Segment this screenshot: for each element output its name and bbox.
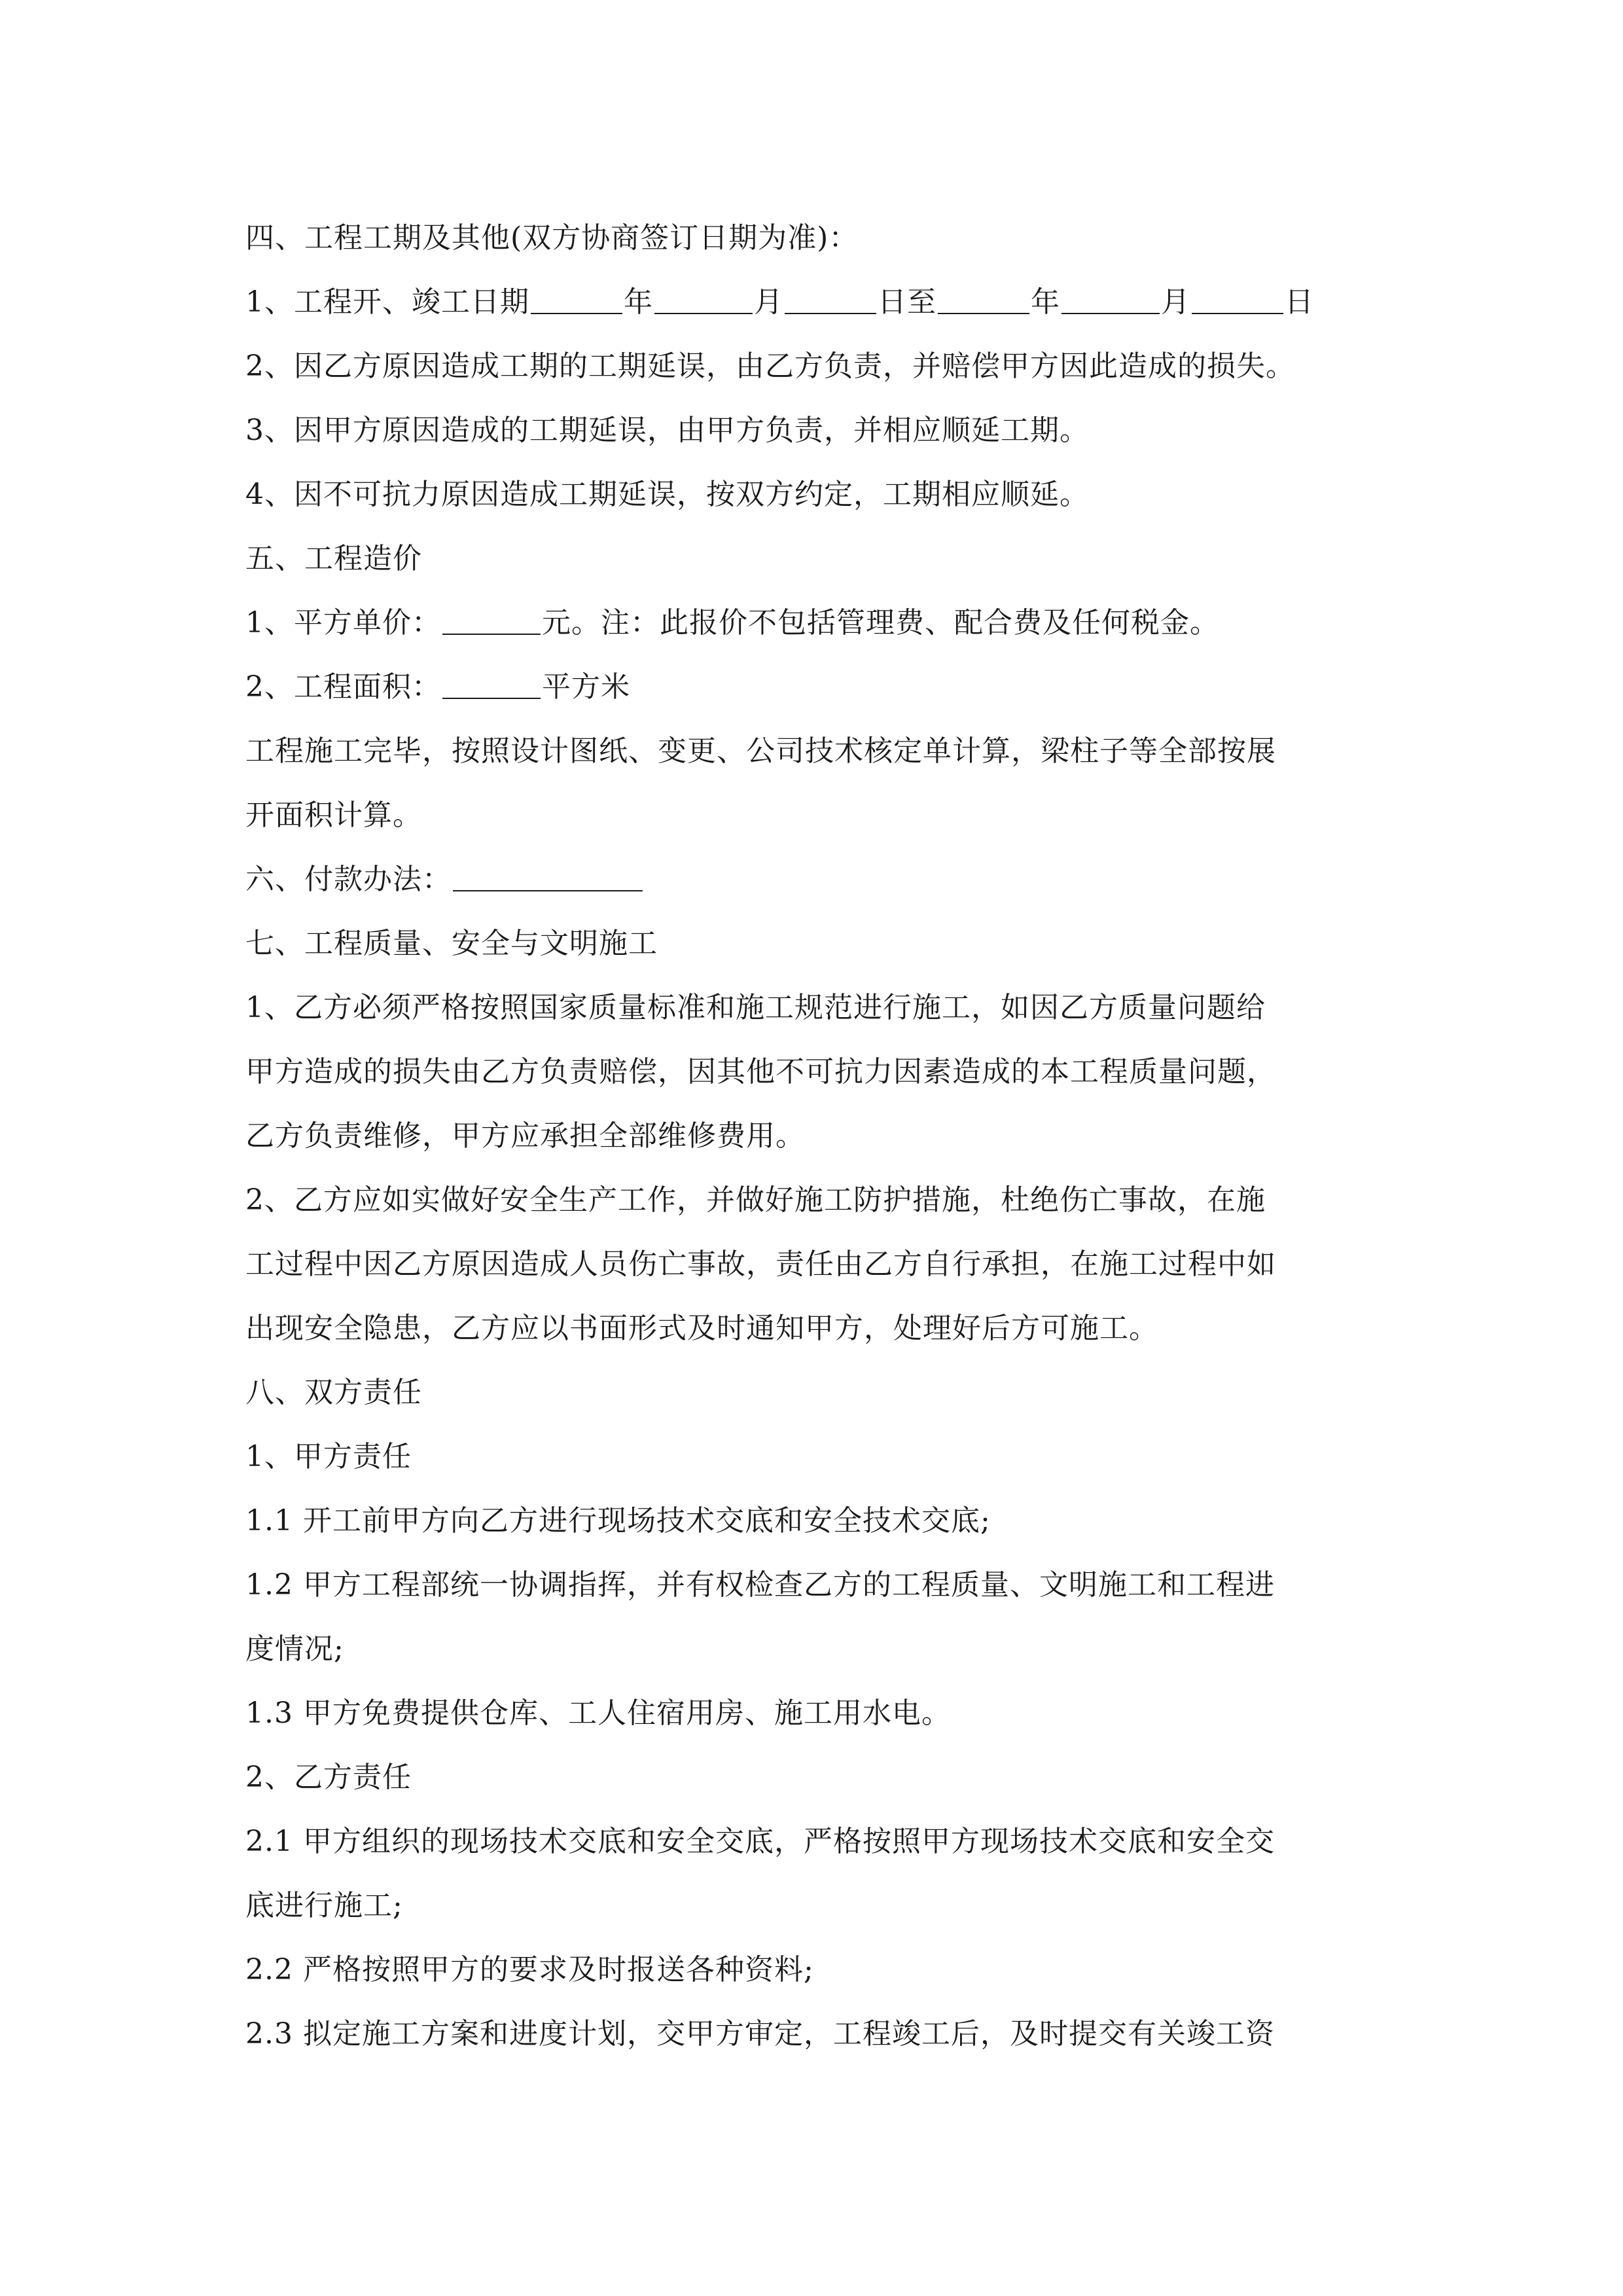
completion-date-label: 1、工程开、竣工日期 [245,285,529,319]
party-a-item1-2-line1: 1.2 甲方工程部统一协调指挥，并有权检查乙方的工程质量、文明施工和工程进 [245,1568,1275,1602]
section7-item1-line2: 甲方造成的损失由乙方负责赔偿，因其他不可抗力因素造成的本工程质量问题， [245,1055,1276,1088]
section4-item2: 2、因乙方原因造成工期的工期延误，由乙方负责，并赔偿甲方因此造成的损失。 [245,350,1295,383]
party-a-item1-1: 1.1 开工前甲方向乙方进行现场技术交底和安全技术交底; [245,1504,991,1537]
section7-item2-line3: 出现安全隐患，乙方应以书面形式及时通知甲方，处理好后方可施工。 [245,1312,1158,1345]
section7-item2-line2: 工过程中因乙方原因造成人员伤亡事故，责任由乙方自行承担，在施工过程中如 [245,1247,1276,1281]
section4-heading: 四、工程工期及其他(双方协商签订日期为准)： [245,221,859,255]
end-day-blank [1192,284,1283,314]
party-b-item2-1-line1: 2.1 甲方组织的现场技术交底和安全交底，严格按照甲方现场技术交底和安全交 [245,1825,1275,1858]
payment-method-label: 六、付款办法： [245,863,452,896]
party-a-item1-2-line2: 度情况; [245,1632,344,1666]
section7-item1-line1: 1、乙方必须严格按照国家质量标准和施工规范进行施工，如因乙方质量问题给 [245,991,1266,1024]
section5-note-line1: 工程施工完毕，按照设计图纸、变更、公司技术核定单计算，梁柱子等全部按展 [245,734,1276,768]
party-b-item2-1-line2: 底进行施工; [245,1889,403,1922]
party-a-item1-3: 1.3 甲方免费提供仓库、工人住宿用房、施工用水电。 [245,1696,951,1730]
end-year-unit: 年 [1031,285,1060,319]
section5-item2 [245,655,1397,719]
section7-item1-line3: 乙方负责维修，甲方应承担全部维修费用。 [245,1119,805,1153]
section4-item1 [245,270,1397,334]
party-b-heading: 2、乙方责任 [245,1761,412,1794]
section4-item3: 3、因甲方原因造成的工期延误，由甲方负责，并相应顺延工期。 [245,414,1089,447]
party-a-heading: 1、甲方责任 [245,1440,412,1473]
section6-heading [245,848,1397,912]
end-year-blank [938,284,1029,314]
section5-heading: 五、工程造价 [245,542,422,575]
start-day-unit: 日至 [878,285,936,319]
area-unit: 平方米 [542,670,630,704]
section7-item2-line1: 2、乙方应如实做好安全生产工作，并做好施工防护措施，杜绝伤亡事故，在施 [245,1183,1266,1217]
party-b-item2-2: 2.2 严格按照甲方的要求及时报送各种资料; [245,1953,814,1986]
section4-item4: 4、因不可抗力原因造成工期延误，按双方约定，工期相应顺延。 [245,478,1089,511]
end-month-blank [1061,284,1160,314]
area-label: 2、工程面积： [245,670,441,704]
party-b-item2-3-line1: 2.3 拟定施工方案和进度计划，交甲方审定，工程竣工后，及时提交有关竣工资 [245,2017,1275,2051]
payment-method-blank [453,861,643,891]
section5-note-line2: 开面积计算。 [245,798,422,832]
area-blank [442,669,541,699]
unit-price-note: 元。注：此报价不包括管理费、配合费及任何税金。 [542,606,1219,639]
start-month-unit: 月 [754,285,783,319]
section5-item1 [245,591,1397,655]
section7-heading: 七、工程质量、安全与文明施工 [245,927,658,960]
document-body [245,206,1397,2066]
end-day-unit: 日 [1285,285,1314,319]
unit-price-label: 1、平方单价： [245,606,441,639]
end-month-unit: 月 [1161,285,1190,319]
start-year-unit: 年 [624,285,653,319]
start-month-blank [654,284,753,314]
start-year-blank [531,284,622,314]
start-day-blank [785,284,876,314]
section8-heading: 八、双方责任 [245,1376,422,1409]
unit-price-blank [442,605,541,635]
